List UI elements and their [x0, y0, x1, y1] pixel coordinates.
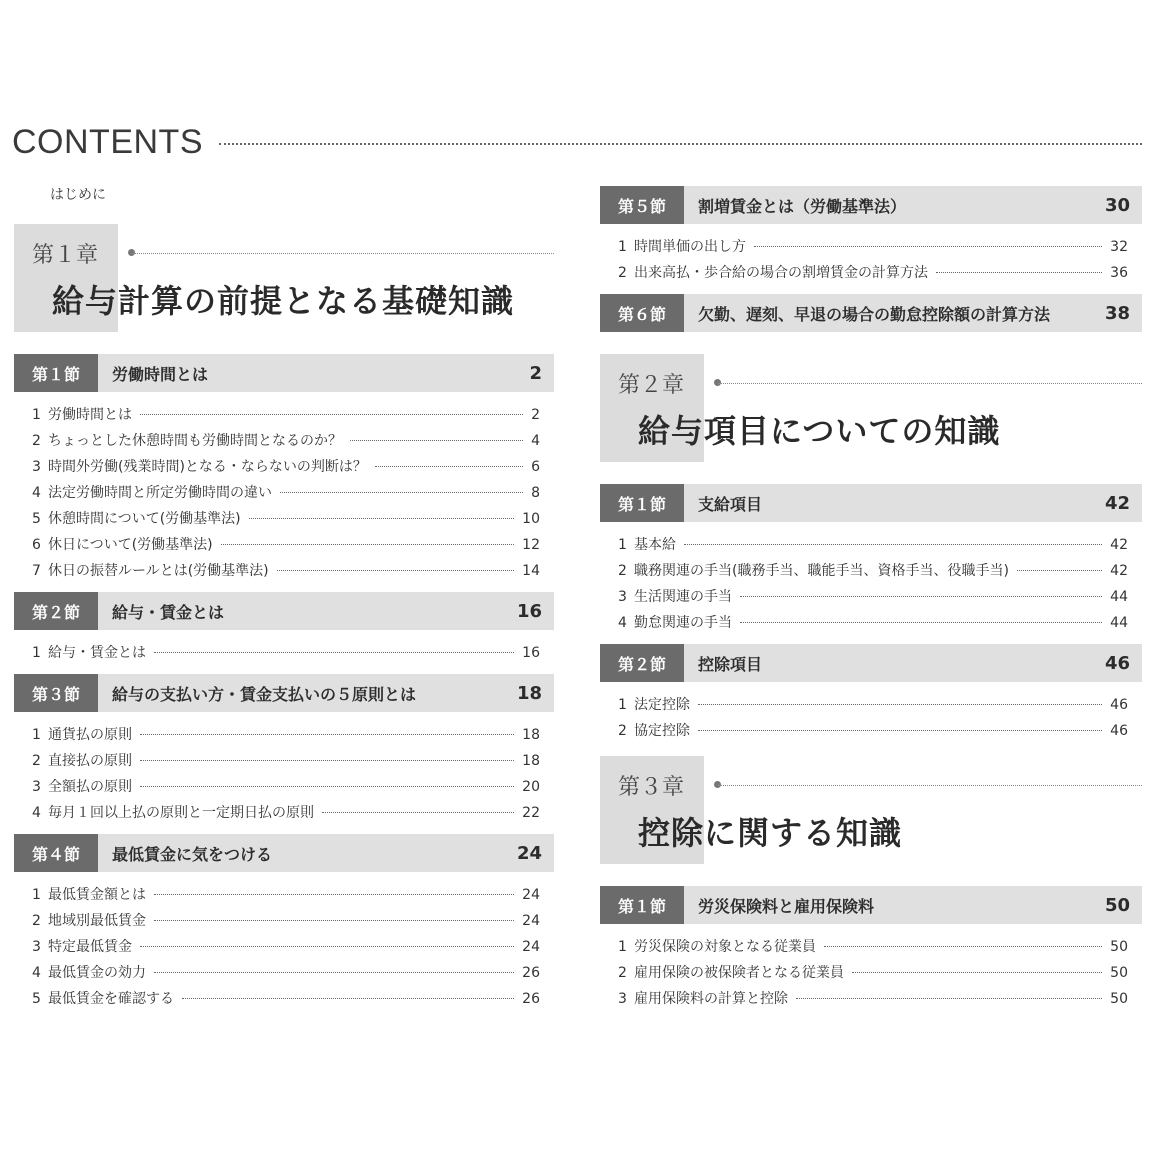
section-header [600, 886, 1142, 924]
entry-title: 労働時間とは [48, 407, 132, 423]
dotted-leader [698, 730, 1102, 731]
toc-section [600, 186, 1142, 286]
dotted-leader [140, 786, 514, 787]
toc-entry [600, 934, 1142, 960]
entry-title: 時間単価の出し方 [634, 239, 746, 255]
entry-page-number: 50 [1110, 965, 1128, 981]
entry-number: 2 [32, 753, 41, 769]
toc-entry [14, 640, 554, 666]
entry-number: 3 [32, 779, 41, 795]
dotted-leader [221, 544, 515, 545]
entry-number: 1 [618, 537, 627, 553]
section-header [14, 354, 554, 392]
entry-page-number: 8 [531, 485, 540, 501]
section-page-number: 16 [516, 600, 542, 622]
entry-page-number: 42 [1110, 563, 1128, 579]
section-items [600, 224, 1142, 286]
entry-number: 3 [32, 459, 41, 475]
entry-title: 法定控除 [634, 697, 690, 713]
entry-title: 基本給 [634, 537, 676, 553]
dotted-leader [154, 652, 514, 653]
toc-entry [600, 692, 1142, 718]
dotted-leader [754, 246, 1102, 247]
page-title: CONTENTS [12, 122, 203, 161]
entry-title: 毎月１回以上払の原則と一定期日払の原則 [48, 805, 314, 821]
entry-title: 最低賃金を確認する [48, 991, 174, 1007]
section-header [14, 674, 554, 712]
entry-number: 1 [618, 939, 627, 955]
section-number: 第３節 [14, 674, 98, 712]
section-header [14, 834, 554, 872]
section-items [14, 630, 554, 666]
entry-page-number: 46 [1110, 723, 1128, 739]
section-number: 第２節 [14, 592, 98, 630]
chapter-label: 第２章 [618, 373, 685, 398]
section-items [14, 712, 554, 826]
dotted-leader [182, 998, 514, 999]
dotted-leader [740, 622, 1102, 623]
section-items [600, 522, 1142, 636]
entry-page-number: 36 [1110, 265, 1128, 281]
toc-entry [600, 584, 1142, 610]
section-page-number: 42 [1104, 492, 1130, 514]
entry-page-number: 44 [1110, 615, 1128, 631]
toc-section [600, 644, 1142, 744]
entry-number: 5 [32, 991, 41, 1007]
section-header [600, 484, 1142, 522]
entry-number: 7 [32, 563, 41, 579]
entry-page-number: 18 [522, 727, 540, 743]
entry-title: 雇用保険の被保険者となる従業員 [634, 965, 844, 981]
entry-page-number: 42 [1110, 537, 1128, 553]
section-number: 第５節 [600, 186, 684, 224]
dotted-leader [740, 596, 1102, 597]
section-header [14, 592, 554, 630]
entry-page-number: 50 [1110, 939, 1128, 955]
chapter-dotted-rule [718, 383, 1142, 384]
chapter-2-header [600, 354, 1142, 464]
toc-entry [600, 960, 1142, 986]
intro-entry: はじめに [50, 187, 106, 203]
section-title: 最低賃金に気をつける [112, 844, 273, 864]
toc-entry [14, 774, 554, 800]
toc-section [14, 834, 554, 1012]
section-page-number: 38 [1104, 302, 1130, 324]
entry-page-number: 6 [531, 459, 540, 475]
entry-title: 給与・賃金とは [48, 645, 146, 661]
toc-section [14, 674, 554, 826]
section-title: 欠勤、遅刻、早退の場合の勤怠控除額の計算方法 [698, 304, 1051, 324]
entry-title: 休憩時間について(労働基準法) [48, 511, 241, 527]
section-title: 支給項目 [698, 494, 763, 514]
dotted-leader [140, 734, 514, 735]
section-number: 第４節 [14, 834, 98, 872]
dotted-leader [140, 946, 514, 947]
section-number: 第２節 [600, 644, 684, 682]
entry-number: 6 [32, 537, 41, 553]
toc-entry [600, 986, 1142, 1012]
dotted-leader [249, 518, 515, 519]
left-sections [14, 354, 554, 1012]
entry-title: 特定最低賃金 [48, 939, 132, 955]
entry-title: 休日の振替ルールとは(労働基準法) [48, 563, 269, 579]
dotted-leader [280, 492, 523, 493]
entry-page-number: 16 [522, 645, 540, 661]
toc-entry [14, 454, 554, 480]
entry-number: 3 [618, 991, 627, 1007]
section-title: 労災保険料と雇用保険料 [698, 896, 875, 916]
entry-title: 通貨払の原則 [48, 727, 132, 743]
toc-entry [14, 480, 554, 506]
toc-entry [14, 934, 554, 960]
dotted-leader [824, 946, 1102, 947]
entry-title: 雇用保険料の計算と控除 [634, 991, 788, 1007]
entry-number: 1 [32, 645, 41, 661]
entry-page-number: 26 [522, 965, 540, 981]
chapter-label: 第３章 [618, 775, 685, 800]
dotted-leader [698, 704, 1102, 705]
entry-title: 全額払の原則 [48, 779, 132, 795]
right-sections-top [600, 186, 1142, 332]
entry-title: 最低賃金額とは [48, 887, 146, 903]
entry-number: 1 [618, 697, 627, 713]
section-title: 割増賃金とは（労働基準法） [698, 196, 907, 216]
entry-page-number: 2 [531, 407, 540, 423]
entry-number: 2 [618, 723, 627, 739]
dotted-leader [154, 894, 514, 895]
dotted-leader [1017, 570, 1102, 571]
entry-title: ちょっとした休憩時間も労働時間となるのか？ [48, 433, 342, 449]
section-number: 第１節 [600, 886, 684, 924]
dotted-leader [796, 998, 1102, 999]
section-title: 給与の支払い方・賃金支払いの５原則とは [112, 684, 417, 704]
section-number: 第１節 [14, 354, 98, 392]
entry-title: 地域別最低賃金 [48, 913, 146, 929]
entry-title: 職務関連の手当(職務手当、職能手当、資格手当、役職手当) [634, 563, 1009, 579]
section-header [600, 644, 1142, 682]
dotted-leader [140, 414, 523, 415]
entry-page-number: 20 [522, 779, 540, 795]
section-page-number: 2 [529, 362, 542, 384]
chapter-3-header [600, 756, 1142, 866]
section-title: 労働時間とは [112, 364, 209, 384]
chapter-3-sections [600, 886, 1142, 1012]
dotted-leader [852, 972, 1102, 973]
entry-title: 法定労働時間と所定労働時間の違い [48, 485, 272, 501]
chapter-title: 給与計算の前提となる基礎知識 [52, 282, 515, 320]
toc-entry [14, 882, 554, 908]
chapter-2-sections [600, 484, 1142, 744]
toc-section [600, 484, 1142, 636]
entry-number: 2 [32, 433, 41, 449]
section-number: 第６節 [600, 294, 684, 332]
section-items [14, 392, 554, 584]
dotted-leader [350, 440, 523, 441]
entry-page-number: 50 [1110, 991, 1128, 1007]
entry-number: 1 [32, 407, 41, 423]
toc-entry [14, 428, 554, 454]
entry-page-number: 24 [522, 887, 540, 903]
entry-title: 時間外労働(残業時間)となる・ならないの判断は？ [48, 459, 367, 475]
section-page-number: 30 [1104, 194, 1130, 216]
entry-number: 4 [618, 615, 627, 631]
entry-number: 3 [618, 589, 627, 605]
entry-page-number: 26 [522, 991, 540, 1007]
entry-number: 1 [32, 887, 41, 903]
entry-title: 休日について(労働基準法) [48, 537, 213, 553]
entry-page-number: 24 [522, 913, 540, 929]
toc-section [600, 294, 1142, 332]
dotted-leader [684, 544, 1102, 545]
dotted-leader [322, 812, 514, 813]
entry-number: 1 [32, 727, 41, 743]
section-header [600, 294, 1142, 332]
dotted-leader [375, 466, 523, 467]
entry-page-number: 46 [1110, 697, 1128, 713]
toc-entry [14, 960, 554, 986]
section-page-number: 46 [1104, 652, 1130, 674]
right-column [600, 186, 1142, 1020]
entry-page-number: 10 [522, 511, 540, 527]
entry-number: 1 [618, 239, 627, 255]
toc-entry [14, 506, 554, 532]
toc-section [600, 886, 1142, 1012]
entry-title: 出来高払・歩合給の場合の割増賃金の計算方法 [634, 265, 928, 281]
entry-number: 5 [32, 511, 41, 527]
toc-section [14, 354, 554, 584]
entry-page-number: 32 [1110, 239, 1128, 255]
entry-page-number: 44 [1110, 589, 1128, 605]
entry-title: 生活関連の手当 [634, 589, 732, 605]
section-page-number: 18 [516, 682, 542, 704]
dotted-leader [140, 760, 514, 761]
chapter-label: 第１章 [32, 243, 99, 268]
toc-entry [14, 532, 554, 558]
entry-title: 直接払の原則 [48, 753, 132, 769]
section-number: 第１節 [600, 484, 684, 522]
dotted-leader [936, 272, 1102, 273]
toc-entry [14, 722, 554, 748]
entry-title: 勤怠関連の手当 [634, 615, 732, 631]
toc-entry [14, 986, 554, 1012]
entry-page-number: 24 [522, 939, 540, 955]
entry-page-number: 14 [522, 563, 540, 579]
entry-number: 4 [32, 965, 41, 981]
dotted-leader [154, 972, 514, 973]
chapter-dotted-rule [132, 253, 554, 254]
entry-page-number: 22 [522, 805, 540, 821]
dotted-leader [277, 570, 515, 571]
toc-entry [14, 800, 554, 826]
entry-number: 2 [618, 965, 627, 981]
section-items [600, 924, 1142, 1012]
toc-entry [600, 260, 1142, 286]
entry-page-number: 12 [522, 537, 540, 553]
toc-entry [600, 558, 1142, 584]
entry-page-number: 18 [522, 753, 540, 769]
toc-entry [600, 234, 1142, 260]
entry-title: 最低賃金の効力 [48, 965, 146, 981]
entry-title: 労災保険の対象となる従業員 [634, 939, 816, 955]
section-items [600, 682, 1142, 744]
chapter-title: 控除に関する知識 [638, 814, 903, 852]
section-title: 給与・賃金とは [112, 602, 225, 622]
entry-number: 2 [618, 563, 627, 579]
section-items [14, 872, 554, 1012]
toc-entry [14, 748, 554, 774]
toc-entry [600, 610, 1142, 636]
toc-entry [14, 908, 554, 934]
section-page-number: 24 [516, 842, 542, 864]
entry-number: 3 [32, 939, 41, 955]
toc-entry [600, 718, 1142, 744]
toc-section [14, 592, 554, 666]
chapter-title: 給与項目についての知識 [638, 412, 1001, 450]
chapter-dotted-rule [718, 785, 1142, 786]
toc-entry [14, 402, 554, 428]
left-column [14, 224, 554, 1020]
section-page-number: 50 [1104, 894, 1130, 916]
entry-number: 4 [32, 485, 41, 501]
entry-number: 4 [32, 805, 41, 821]
title-dotted-rule [219, 143, 1142, 145]
toc-entry [14, 558, 554, 584]
entry-number: 2 [618, 265, 627, 281]
section-header [600, 186, 1142, 224]
section-title: 控除項目 [698, 654, 763, 674]
dotted-leader [154, 920, 514, 921]
entry-page-number: 4 [531, 433, 540, 449]
toc-entry [600, 532, 1142, 558]
contents-header [12, 118, 1142, 166]
entry-number: 2 [32, 913, 41, 929]
entry-title: 協定控除 [634, 723, 690, 739]
chapter-1-header [14, 224, 554, 334]
